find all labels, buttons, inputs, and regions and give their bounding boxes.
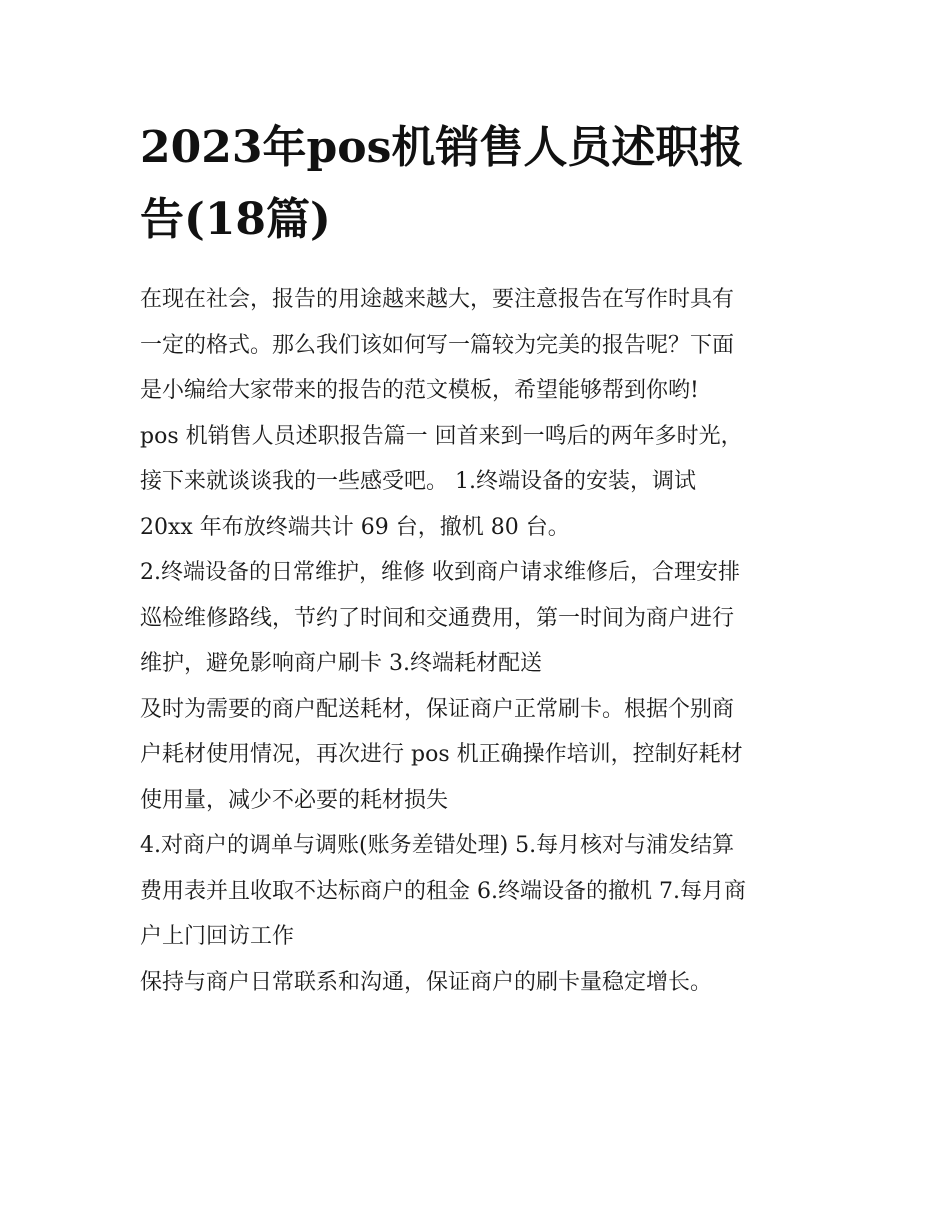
document-title [140,112,820,256]
title-line-1: 2023年pos机销售人员述职报 [140,122,744,173]
body-line: 户耗材使用情况，再次进行 pos 机正确操作培训，控制好耗材 [140,742,743,767]
body-line: pos 机销售人员述职报告篇一 回首来到一鸣后的两年多时光， [140,423,743,449]
body-line: 户上门回访工作 [140,924,295,949]
title-line-2: 告(18篇) [140,194,331,245]
document-body [140,277,820,1005]
body-line: 一定的格式。那么我们该如何写一篇较为完美的报告呢？下面 [140,332,735,358]
body-line: 接下来就谈谈我的一些感受吧。 1.终端设备的安装，调试 [140,469,696,494]
body-line: 2.终端设备的日常维护，维修 收到商户请求维修后，合理安排 [140,560,740,585]
body-line: 是小编给大家带来的报告的范文模板，希望能够帮到你哟! [140,378,699,403]
body-line: 维护，避免影响商户刷卡 3.终端耗材配送 [140,651,542,676]
body-line: 巡检维修路线，节约了时间和交通费用，第一时间为商户进行 [140,605,735,631]
body-line: 及时为需要的商户配送耗材，保证商户正常刷卡。根据个别商 [140,696,735,722]
body-line: 保持与商户日常联系和沟通，保证商户的刷卡量稳定增长。 [140,969,713,995]
body-line: 4.对商户的调单与调账(账务差错处理) 5.每月核对与浦发结算 [140,833,735,858]
body-line: 费用表并且收取不达标商户的租金 6.终端设备的撤机 7.每月商 [140,878,746,904]
body-line: 使用量，减少不必要的耗材损失 [140,787,449,813]
body-line: 20xx 年布放终端共计 69 台，撤机 80 台。 [140,514,570,540]
body-line: 在现在社会，报告的用途越来越大，要注意报告在写作时具有 [140,287,735,312]
